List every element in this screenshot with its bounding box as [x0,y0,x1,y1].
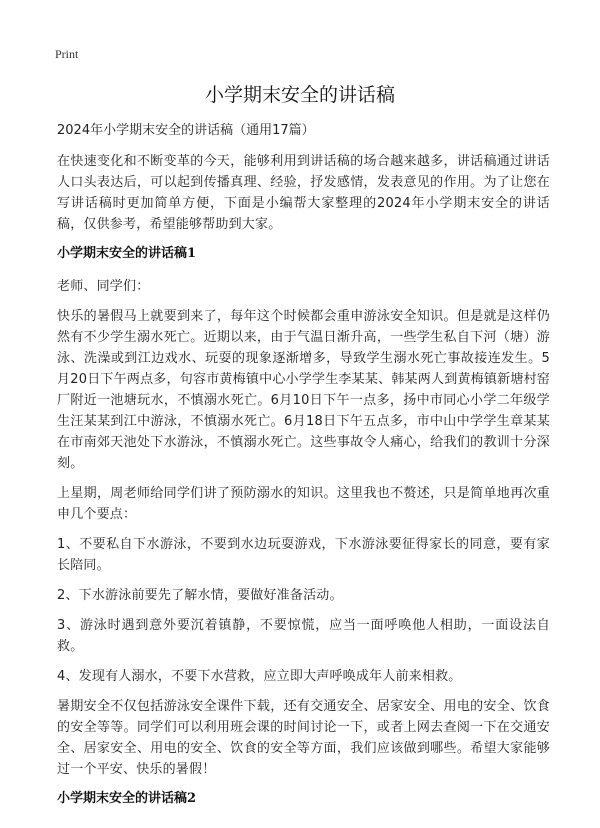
section-1-list-item: 1、不要私自下水游泳，不要到水边玩耍游戏，下水游泳要征得家长的同意，要有家长陪同。 [57,537,550,573]
intro-paragraph: 在快速变化和不断变革的今天，能够利用到讲话稿的场合越来越多，讲话稿通过讲话人口头表达后，可以起到传播真理、经验，抒发感情，发表意见的作用。为了让您在写讲话稿时更加简单方便，下面是小编帮大家整理的2024年小学期末安全的讲话稿，仅供参考，希望能够帮助到大家。 [57,154,550,232]
print-link[interactable]: Print [55,47,79,61]
section-heading-2: 小学期末安全的讲话稿2 [57,791,197,806]
section-1-list-item: 4、发现有人溺水，不要下水营救，应立即大声呼唤成年人前来相救。 [57,669,462,684]
section-heading-1: 小学期末安全的讲话稿1 [57,246,197,261]
section-1-list-item: 2、下水游泳前要先了解水情，要做好准备活动。 [57,588,343,603]
section-1-paragraph: 上星期，周老师给同学们讲了预防溺水的知识。这里我也不赘述，只是简单地再次重申几个要点： [57,486,550,522]
section-1-list-item: 3、游泳时遇到意外要沉着镇静，不要惊慌，应当一面呼唤他人相助，一面设法自救。 [57,618,550,654]
article-subtitle: 2024年小学期末安全的讲话稿（通用17篇） [57,123,315,138]
section-1-paragraph: 老师、同学们： [57,279,150,294]
section-1-paragraph: 快乐的暑假马上就要到来了，每年这个时候都会重申游泳安全知识。但是就是这样仍然有不少学生溺水死亡。近期以来，由于气温日渐升高，一些学生私自下河（塘）游泳、洗澡或到江边戏水、玩耍的现象逐渐增多，导致学生溺水死亡事故接连发生。5月20日下午两点多，句容市黄梅镇中心小学学生李某某、韩某两人到黄梅镇新塘村窑厂附近一池塘玩水，不慎溺水死亡。6月10日下午一点多，扬中市同心小学二年级学生汪某某到江中游泳，不慎溺水死亡。6月18日下午五点多，市中山中学学生章某某在市南郊天池处下水游泳，不慎溺水死亡。这些事故令人痛心，给我们的教训十分深刻。 [57,309,550,471]
section-1-paragraph: 暑期安全不仅包括游泳安全课件下载，还有交通安全、居家安全、用电的安全、饮食的安全等等。同学们可以利用班会课的时间讨论一下，或者上网去查阅一下在交通安全、居家安全、用电的安全、饮食的安全等方面，我们应该做到哪些。希望大家能够过一个平安、快乐的暑假！ [57,699,550,777]
page-title: 小学期末安全的讲话稿 [204,84,395,106]
article-body [57,120,550,821]
